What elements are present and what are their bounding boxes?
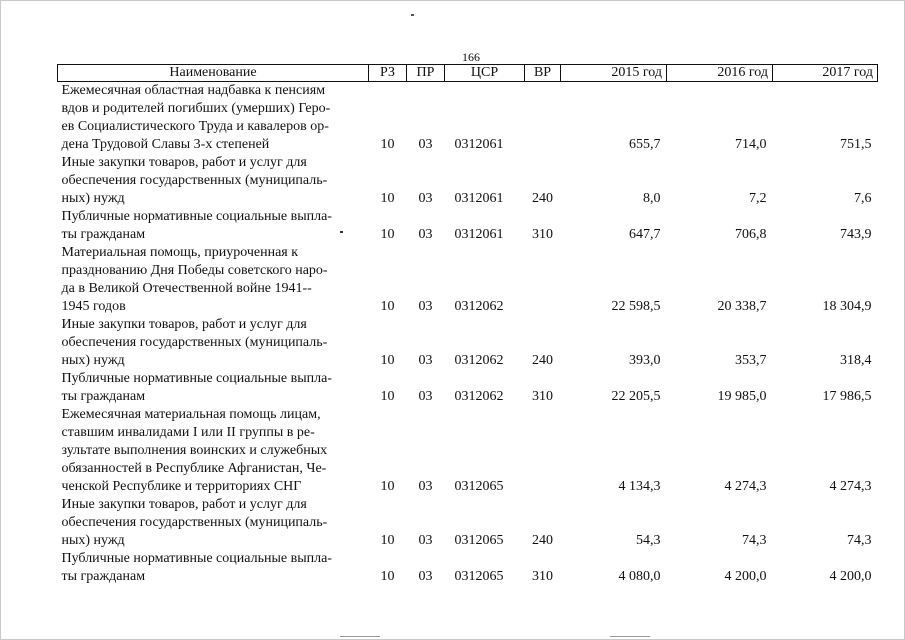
row-name xyxy=(58,406,369,496)
table-row xyxy=(58,316,878,370)
table-row xyxy=(58,550,878,586)
table-header-row xyxy=(58,65,878,82)
row-rz: 10 xyxy=(380,353,395,368)
row-name-line: ставшим инвалидами I или II группы в ре- xyxy=(61,425,315,440)
row-name-line: Ежемесячная материальная помощь лицам, xyxy=(61,407,321,422)
row-value-2016: 20 338,7 xyxy=(717,299,767,314)
table-row xyxy=(58,208,878,244)
row-name-line: Материальная помощь, приуроченная к xyxy=(61,245,299,260)
row-name-line: обеспечения государственных (муниципаль- xyxy=(61,515,328,530)
row-name-line: ты гражданам xyxy=(61,227,146,242)
row-csr: 0312062 xyxy=(454,299,504,314)
row-value-2015: 647,7 xyxy=(629,227,661,242)
row-name-line: Публичные нормативные социальные выпла- xyxy=(61,551,332,566)
row-vr xyxy=(525,82,561,155)
row-csr: 0312065 xyxy=(454,533,504,548)
scan-scratch xyxy=(340,636,380,637)
row-value-2016: 706,8 xyxy=(735,227,767,242)
row-name-line: обеспечения государственных (муниципаль- xyxy=(61,173,328,188)
row-csr: 0312065 xyxy=(454,479,504,494)
row-value-2015: 8,0 xyxy=(643,191,661,206)
budget-table-wrapper xyxy=(57,64,877,586)
row-name-line: Иные закупки товаров, работ и услуг для xyxy=(61,155,307,170)
row-csr: 0312061 xyxy=(454,137,504,152)
row-rz: 10 xyxy=(380,533,395,548)
row-value-2015: 655,7 xyxy=(629,137,661,152)
row-name xyxy=(58,370,369,406)
row-rz: 10 xyxy=(380,389,395,404)
row-value-2017: 743,9 xyxy=(840,227,872,242)
column-header-vr: ВР xyxy=(525,65,561,82)
column-header-rz: РЗ xyxy=(369,65,407,82)
row-pr: 03 xyxy=(418,569,433,584)
row-rz: 10 xyxy=(380,137,395,152)
row-csr: 0312061 xyxy=(454,191,504,206)
row-pr: 03 xyxy=(418,227,433,242)
column-header-pr: ПР xyxy=(407,65,445,82)
row-value-2017: 74,3 xyxy=(847,533,872,548)
row-name-line: вдов и родителей погибших (умерших) Геро- xyxy=(61,101,331,116)
column-header-2016: 2016 год xyxy=(667,65,773,82)
row-value-2016: 19 985,0 xyxy=(717,389,767,404)
row-name-line: Ежемесячная областная надбавка к пенсиям xyxy=(61,83,326,98)
row-pr: 03 xyxy=(418,353,433,368)
row-pr: 03 xyxy=(418,137,433,152)
row-value-2015: 4 134,3 xyxy=(618,479,661,494)
scan-speck xyxy=(411,14,414,16)
row-name-line: обязанностей в Республике Афганистан, Че- xyxy=(61,461,327,476)
row-name-line: Публичные нормативные социальные выпла- xyxy=(61,209,332,224)
row-name-line: Иные закупки товаров, работ и услуг для xyxy=(61,497,307,512)
row-value-2017: 7,6 xyxy=(854,191,872,206)
table-row xyxy=(58,82,878,155)
row-pr: 03 xyxy=(418,533,433,548)
row-name xyxy=(58,154,369,208)
row-pr: 03 xyxy=(418,191,433,206)
row-value-2017: 4 200,0 xyxy=(829,569,872,584)
row-name-line: Публичные нормативные социальные выпла- xyxy=(61,371,332,386)
row-rz: 10 xyxy=(380,569,395,584)
row-rz: 10 xyxy=(380,227,395,242)
row-name-line: ев Социалистического Труда и кавалеров ор- xyxy=(61,119,329,134)
row-rz: 10 xyxy=(380,299,395,314)
table-row xyxy=(58,154,878,208)
row-value-2016: 74,3 xyxy=(742,533,767,548)
row-name-line: празднованию Дня Победы советского наро- xyxy=(61,263,328,278)
row-value-2017: 18 304,9 xyxy=(822,299,872,314)
row-name-line: ных) нужд xyxy=(61,191,125,206)
row-vr: 240 xyxy=(532,191,553,206)
table-row xyxy=(58,406,878,496)
row-csr: 0312061 xyxy=(454,227,504,242)
row-name-line: 1945 годов xyxy=(61,299,126,314)
row-value-2015: 4 080,0 xyxy=(618,569,661,584)
table-row xyxy=(58,370,878,406)
column-header-2017: 2017 год xyxy=(773,65,878,82)
row-rz: 10 xyxy=(380,479,395,494)
row-name xyxy=(58,244,369,316)
row-pr: 03 xyxy=(418,479,433,494)
row-pr: 03 xyxy=(418,299,433,314)
row-csr: 0312062 xyxy=(454,389,504,404)
row-name xyxy=(58,496,369,550)
row-vr: 310 xyxy=(532,389,553,404)
column-header-name: Наименование xyxy=(58,65,369,82)
row-value-2017: 318,4 xyxy=(840,353,872,368)
row-name-line: да в Великой Отечественной войне 1941-- xyxy=(61,281,312,296)
row-vr: 310 xyxy=(532,227,553,242)
table-row xyxy=(58,244,878,316)
row-vr: 240 xyxy=(532,533,553,548)
row-value-2016: 714,0 xyxy=(735,137,767,152)
row-rz: 10 xyxy=(380,191,395,206)
row-vr: 240 xyxy=(532,353,553,368)
row-value-2015: 22 598,5 xyxy=(611,299,661,314)
table-row xyxy=(58,496,878,550)
row-name xyxy=(58,208,369,244)
row-name-line: ты гражданам xyxy=(61,389,146,404)
row-vr: 310 xyxy=(532,569,553,584)
row-value-2015: 22 205,5 xyxy=(611,389,661,404)
row-name xyxy=(58,550,369,586)
row-value-2017: 4 274,3 xyxy=(829,479,872,494)
row-name-line: зультате выполнения воинских и служебных xyxy=(61,443,328,458)
table-body xyxy=(58,82,878,587)
column-header-csr: ЦСР xyxy=(445,65,525,82)
row-name-line: ных) нужд xyxy=(61,353,125,368)
budget-table xyxy=(57,64,878,586)
column-header-2015: 2015 год xyxy=(561,65,667,82)
row-csr: 0312062 xyxy=(454,353,504,368)
row-name-line: обеспечения государственных (муниципаль- xyxy=(61,335,328,350)
row-pr: 03 xyxy=(418,389,433,404)
row-vr xyxy=(525,406,561,496)
row-name-line: ных) нужд xyxy=(61,533,125,548)
row-value-2015: 54,3 xyxy=(636,533,661,548)
row-value-2016: 4 200,0 xyxy=(724,569,767,584)
row-value-2015: 393,0 xyxy=(629,353,661,368)
row-name-line: ты гражданам xyxy=(61,569,146,584)
row-name-line: Иные закупки товаров, работ и услуг для xyxy=(61,317,307,332)
row-value-2017: 17 986,5 xyxy=(822,389,872,404)
page-number: 166 xyxy=(462,50,480,64)
row-value-2017: 751,5 xyxy=(840,137,872,152)
row-value-2016: 7,2 xyxy=(749,191,767,206)
scan-scratch xyxy=(610,636,650,637)
row-name-line: ченской Республике и территориях СНГ xyxy=(61,479,302,494)
row-name-line: дена Трудовой Славы 3-х степеней xyxy=(61,137,270,152)
row-value-2016: 353,7 xyxy=(735,353,767,368)
row-csr: 0312065 xyxy=(454,569,504,584)
row-name xyxy=(58,82,369,155)
row-value-2016: 4 274,3 xyxy=(724,479,767,494)
row-name xyxy=(58,316,369,370)
row-vr xyxy=(525,244,561,316)
